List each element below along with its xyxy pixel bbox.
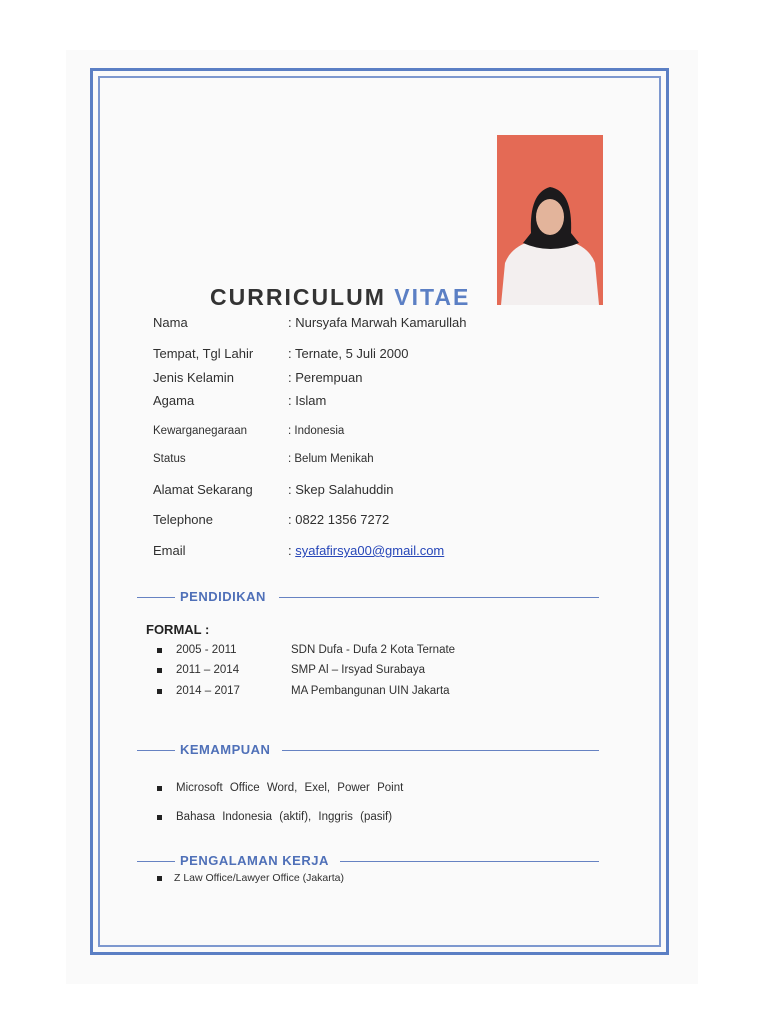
value-jenis-kelamin: : Perempuan xyxy=(288,370,363,385)
label-email: Email xyxy=(153,543,186,558)
section-rule-right xyxy=(279,597,599,598)
label-status: Status xyxy=(153,453,186,465)
title-curriculum: CURRICULUM xyxy=(210,284,386,310)
section-title: PENDIDIKAN xyxy=(180,589,266,604)
profile-photo xyxy=(497,135,603,305)
email-link[interactable]: syafafirsya00@gmail.com xyxy=(295,543,445,558)
bullet-icon xyxy=(157,668,162,673)
value-tempat-tgl-lahir: : Ternate, 5 Juli 2000 xyxy=(288,346,409,361)
value-agama: : Islam xyxy=(288,393,327,408)
section-header-kemampuan xyxy=(137,743,599,757)
edu-years-3: 2014 – 2017 xyxy=(176,685,240,697)
section-rule-left xyxy=(137,861,175,862)
document-title xyxy=(210,284,470,311)
value-kewarganegaraan: : Indonesia xyxy=(288,425,345,437)
bullet-icon xyxy=(157,648,162,653)
label-kewarganegaraan: Kewarganegaraan xyxy=(153,425,247,437)
title-vitae: VITAE xyxy=(394,284,471,310)
label-nama: Nama xyxy=(153,315,188,330)
bullet-icon xyxy=(157,689,162,694)
edu-years-2: 2011 – 2014 xyxy=(176,664,240,676)
section-header-pendidikan xyxy=(137,590,599,604)
skill-item-2: Bahasa Indonesia (aktif), Inggris (pasif) xyxy=(176,811,393,823)
section-rule-right xyxy=(340,861,599,862)
section-title: KEMAMPUAN xyxy=(180,742,271,757)
section-title: PENGALAMAN KERJA xyxy=(180,853,329,868)
section-header-pengalaman xyxy=(137,854,599,868)
section-rule-left xyxy=(137,750,175,751)
value-status: : Belum Menikah xyxy=(288,453,374,465)
label-alamat: Alamat Sekarang xyxy=(153,482,253,497)
section-rule-right xyxy=(282,750,599,751)
label-tempat-tgl-lahir: Tempat, Tgl Lahir xyxy=(153,346,254,361)
value-alamat: : Skep Salahuddin xyxy=(288,482,394,497)
value-email-row xyxy=(288,543,444,558)
edu-school-1: SDN Dufa - Dufa 2 Kota Ternate xyxy=(291,644,456,656)
experience-item-1: Z Law Office/Lawyer Office (Jakarta) xyxy=(174,872,345,884)
email-prefix: : xyxy=(288,543,296,558)
value-nama: : Nursyafa Marwah Kamarullah xyxy=(288,315,467,330)
label-telephone: Telephone xyxy=(153,512,213,527)
formal-label: FORMAL : xyxy=(146,622,210,637)
section-rule-left xyxy=(137,597,175,598)
value-telephone: : 0822 1356 7272 xyxy=(288,512,390,527)
edu-school-3: MA Pembangunan UIN Jakarta xyxy=(291,685,450,697)
skill-item-1: Microsoft Office Word, Exel, Power Point xyxy=(176,782,404,794)
bullet-icon xyxy=(157,876,162,881)
label-jenis-kelamin: Jenis Kelamin xyxy=(153,370,234,385)
bullet-icon xyxy=(157,815,162,820)
label-agama: Agama xyxy=(153,393,195,408)
edu-school-2: SMP Al – Irsyad Surabaya xyxy=(291,664,426,676)
bullet-icon xyxy=(157,786,162,791)
edu-years-1: 2005 - 2011 xyxy=(176,644,237,656)
